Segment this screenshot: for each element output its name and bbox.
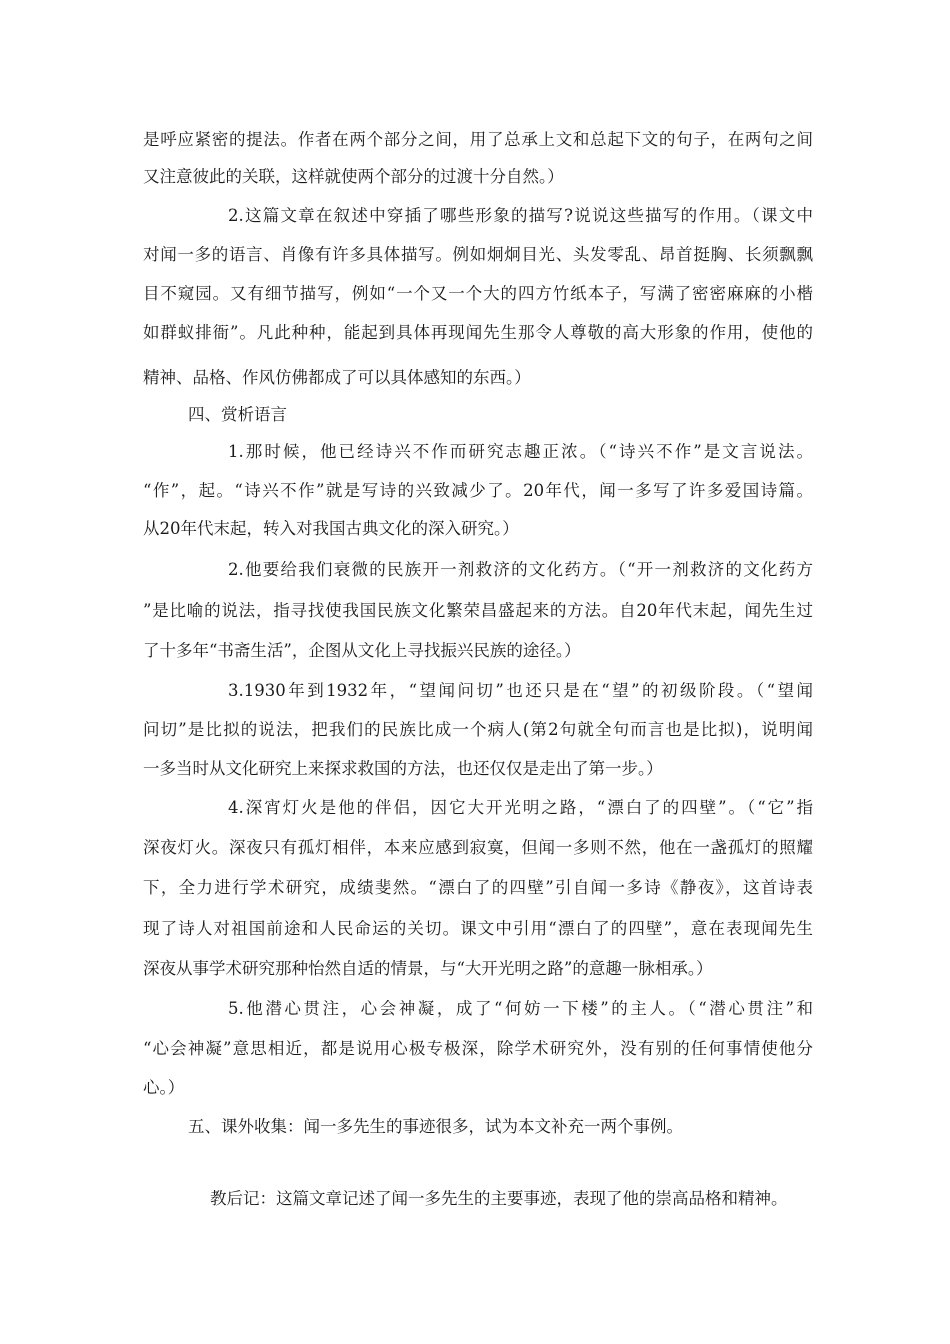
paragraph-line: 下，全力进行学术研究，成绩斐然。“漂白了的四壁”引自闻一多诗《静夜》，这首诗表 — [143, 878, 813, 897]
paragraph-line: 目不窥园。又有细节描写，例如“一个又一个大的四方竹纸本子，写满了密密麻麻的小楷 — [143, 284, 813, 303]
section-heading: 五、课外收集：闻一多先生的事迹很多，试为本文补充一两个事例。 — [188, 1117, 683, 1136]
paragraph-line: “心会神凝”意思相近，都是说用心极专极深，除学术研究外，没有别的任何事情使他分 — [143, 1039, 813, 1058]
paragraph-line: 一多当时从文化研究上来探求救国的方法，也还仅仅是走出了第一步。） — [143, 759, 663, 778]
paragraph-line: 2.这篇文章在叙述中穿插了哪些形象的描写?说说这些描写的作用。（课文中 — [228, 206, 813, 225]
paragraph-line: 心。） — [143, 1078, 185, 1097]
paragraph-line: 问切”是比拟的说法，把我们的民族比成一个病人(第2句就全句而言也是比拟)，说明闻 — [143, 720, 813, 739]
paragraph-line: 现了诗人对祖国前途和人民命运的关切。课文中引用“漂白了的四壁”，意在表现闻先生 — [143, 919, 813, 938]
afterword: 教后记：这篇文章记述了闻一多先生的主要事迹，表现了他的崇高品格和精神。 — [210, 1189, 788, 1208]
paragraph-line: 又注意彼此的关联，这样就使两个部分的过渡十分自然。） — [143, 167, 564, 186]
paragraph-line: “作”，起。“诗兴不作”就是写诗的兴致减少了。20年代，闻一多写了许多爱国诗篇。 — [143, 481, 813, 500]
paragraph-line: 精神、品格、作风仿佛都成了可以具体感知的东西。） — [143, 368, 531, 387]
paragraph-line: 是呼应紧密的提法。作者在两个部分之间，用了总承上文和总起下文的句子，在两句之间 — [143, 130, 813, 149]
paragraph-line: 5.他潜心贯注，心会神凝，成了“何妨一下楼”的主人。（“潜心贯注”和 — [228, 999, 813, 1018]
paragraph-line: 3.1930年到1932年，“望闻问切”也还只是在“望”的初级阶段。（“望闻 — [228, 681, 813, 700]
paragraph-line: 从20年代末起，转入对我国古典文化的深入研究。） — [143, 519, 519, 538]
paragraph-line: 4.深宵灯火是他的伴侣，因它大开光明之路，“漂白了的四壁”。（“它”指 — [228, 798, 813, 817]
paragraph-line: ”是比喻的说法，指寻找使我国民族文化繁荣昌盛起来的方法。自20年代末起，闻先生过 — [143, 601, 813, 620]
paragraph-line: 2.他要给我们衰微的民族开一剂救济的文化药方。（“开一剂救济的文化药方 — [228, 560, 813, 579]
paragraph-line: 1.那时候，他已经诗兴不作而研究志趣正浓。（“诗兴不作”是文言说法。 — [228, 442, 813, 461]
paragraph-line: 深夜灯火。深夜只有孤灯相伴，本来应感到寂寞，但闻一多则不然，他在一盏孤灯的照耀 — [143, 838, 813, 857]
paragraph-line: 了十多年“书斋生活”，企图从文化上寻找振兴民族的途径。） — [143, 641, 581, 660]
paragraph-line: 深夜从事学术研究那种怡然自适的情景，与“大开光明之路”的意趣一脉相承。） — [143, 959, 713, 978]
section-heading: 四、赏析语言 — [188, 405, 287, 424]
paragraph-line: 对闻一多的语言、肖像有许多具体描写。例如炯炯目光、头发零乱、昂首挺胸、长须飘飘 — [143, 245, 813, 264]
paragraph-line: 如群蚁排衙”。凡此种种，能起到具体再现闻先生那令人尊敬的高大形象的作用，使他的 — [143, 323, 813, 342]
